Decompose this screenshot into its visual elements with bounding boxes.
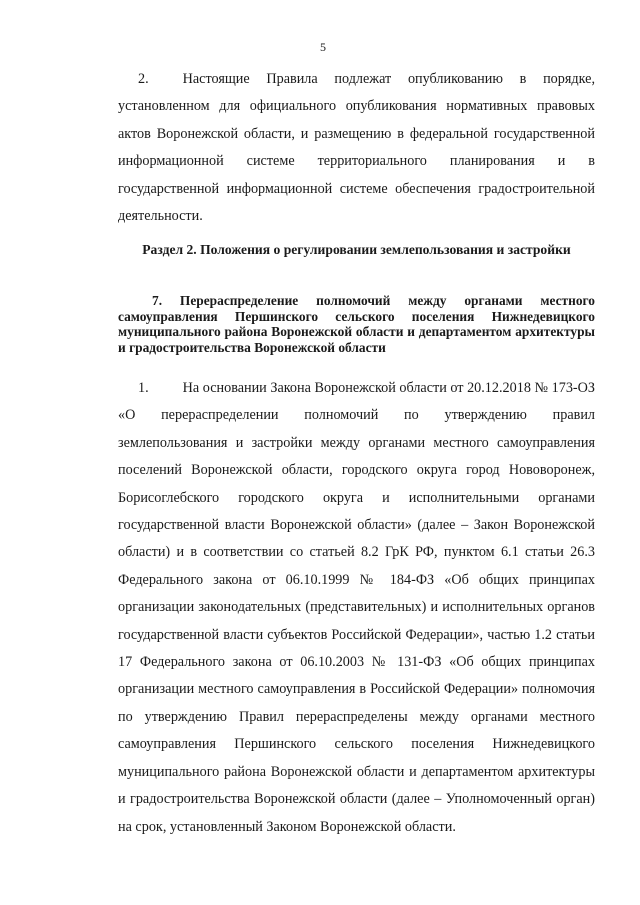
article-7-paragraph-1-text: На основании Закона Воронежской области от 20.12.2018 № 173-ОЗ «О перераспределении полномочий по утверждению правил землепользования и застройки между органами местного самоуправления поселений Воронежской области, городского округа город Нововоронеж, Борисоглебского городского округа и исполнительными органами государственной власти Воронежской области» (далее – Закон Воронежской области) и в соответствии со статьей 8.2 ГрК РФ, пунктом 6.1 статьи 26.3 Федерального закона от 06.10.1999 № 184-ФЗ «Об общих принципах организации законодательных (представительных) и исполнительных органов государственной власти субъектов Российской Федерации», частью 1.2 статьи 17 Федерального закона от 06.10.2003 № 131-ФЗ «Об общих принципах организации местного самоуправления в Российской Федерации» полномочия по утверждению Правил перераспределены между органами местного самоуправления Першинского сельского поселения Нижнедевицкого муниципального района Воронежской области и департаментом архитектуры и градостроительства Воронежской области (далее – Уполномоченный орган) на срок, установленный Законом Воронежской области. bbox=[118, 380, 595, 835]
article-7-paragraph-1-number: 1. bbox=[138, 380, 149, 396]
article-7-title: 7. Перераспределение полномочий между органами местного самоуправления Першинского сельского поселения Нижнедевицкого муниципального района Воронежской области и департаментом архитектуры и градостроительства Воронежской области bbox=[118, 293, 595, 355]
paragraph-2 bbox=[118, 66, 595, 230]
page-number: 5 bbox=[320, 40, 326, 54]
article-7-paragraph-1 bbox=[118, 375, 595, 841]
paragraph-2-number: 2. bbox=[138, 71, 149, 87]
paragraph-2-text: Настоящие Правила подлежат опубликованию в порядке, установленном для официального опубликования нормативных правовых актов Воронежской области, и размещению в федеральной государственной информационной системе территориального планирования и в государственной информационной системе обеспечения градостроительной деятельности. bbox=[118, 71, 595, 225]
section-title: Раздел 2. Положения о регулировании землепользования и застройки bbox=[142, 242, 571, 257]
